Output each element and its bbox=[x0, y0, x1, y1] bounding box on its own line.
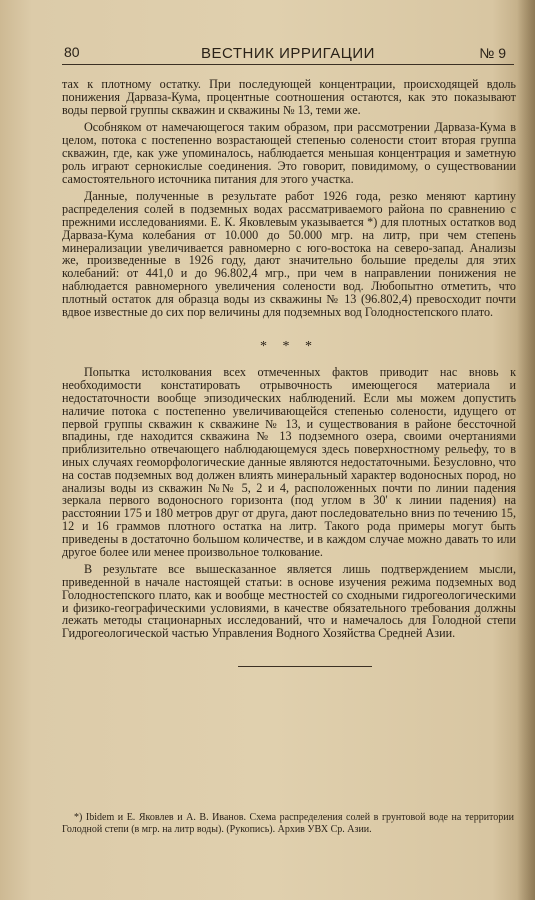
footnote-divider bbox=[238, 666, 372, 667]
page-header bbox=[62, 42, 514, 65]
section-separator: * * * bbox=[260, 339, 318, 355]
page-spine-shadow bbox=[517, 0, 535, 900]
footnote-text: *) Ibidem и Е. Яковлев и А. В. Иванов. Схема распределения солей в грунтовой воде на территории Голодной степи (в мгр. на литр воды). (Рукопись). Архив УВХ Ср. Азии. bbox=[62, 812, 514, 835]
footnote bbox=[62, 812, 514, 836]
page-number: 80 bbox=[64, 44, 80, 60]
paragraph-4: Попытка истолкования всех отмеченных фактов приводит нас вновь к необходимости констатировать отрывочность имеющегося материала и недостаточности вообще эпизодических наблюдений. Если мы можем допустить наличие потока с постепенно увеличивающейся степенью солености, идущего от первой группы скважин к скважине № 13, и существования в районе бессточной впадины, где находится скважина № 13 подземного озера, своими очертаниями приблизительно отвечающего наблюдающемуся здесь поверхностному рельефу, то в иных случаях геоморфологические данные являются недостаточными. Безусловно, что на состав подземных вод должен влиять минеральный характер водоносных пород, но анализы воды из скважин №№ 5, 2 и 4, расположенных почти по линии падения зеркала первого водоносного горизонта (под углом в 30' к линии падения) на расстоянии 175 и 180 метров друг от друга, дают последовательно вниз по течению 15, 12 и 16 граммов плотного остатка на литр. Такого рода примеры могут быть приведены в достаточно большом количестве, и в каждом случае можно давать то или другое более или менее произвольное толкование. bbox=[62, 365, 516, 559]
paragraph-1: тах к плотному остатку. При последующей концентрации, происходящей вдоль понижения Дарваза-Кума, процентные соотношения остаются, как это показывают воды первой группы скважин и скважины № 13, теми же. bbox=[62, 77, 516, 117]
paragraph-2: Особняком от намечающегося таким образом, при рассмотрении Дарваза-Кума в целом, потока с постепенно возрастающей степенью солености стоит вторая группа скважин, где, как уже упоминалось, наблюдается меньшая концентрация и заметную роль играют сернокислые соединения. Это говорит, повидимому, о существовании самостоятельного источника питания для этого участка. bbox=[62, 120, 516, 186]
issue-number: № 9 bbox=[479, 45, 506, 61]
paragraph-5: В результате все вышесказанное является лишь подтверждением мысли, приведенной в начале настоящей статьи: в основе изучения режима подземных вод Голодностепского плато, как и вообще местностей со сходными гидрогеологическими и физико-географическими условиями, в качестве обязательного требования должны лежать методы стационарных исследований, что и намечалось для Голодной степи Гидрогеологической частью Управления Водного Хозяйства Средней Азии. bbox=[62, 562, 516, 641]
journal-title: ВЕСТНИК ИРРИГАЦИИ bbox=[201, 45, 375, 62]
article-body bbox=[62, 78, 516, 667]
paragraph-3: Данные, полученные в результате работ 1926 года, резко меняют картину распределения солей в подземных водах рассматриваемого района по сравнению с прежними исследованиями. Е. К. Яковлевым указывается *) для плотных остатков вод Дарваза-Кума колебания от 10.000 до 50.000 мгр. на литр, при чем степень минерализации увеличивается равномерно с юго-востока на северо-запад. Анализы же, произведенные в 1926 году, дают значительно большие пределы для этих колебаний: от 441,0 и до 96.802,4 мгр., при чем в направлении понижения не наблюдается равномерного увеличения солености вод. Любопытно отметить, что плотный остаток для образца воды из скважины № 13 (96.802,4) превосходит почти вдвое известные до сих пор величины для подземных вод Голодностепского плато. bbox=[62, 189, 516, 319]
